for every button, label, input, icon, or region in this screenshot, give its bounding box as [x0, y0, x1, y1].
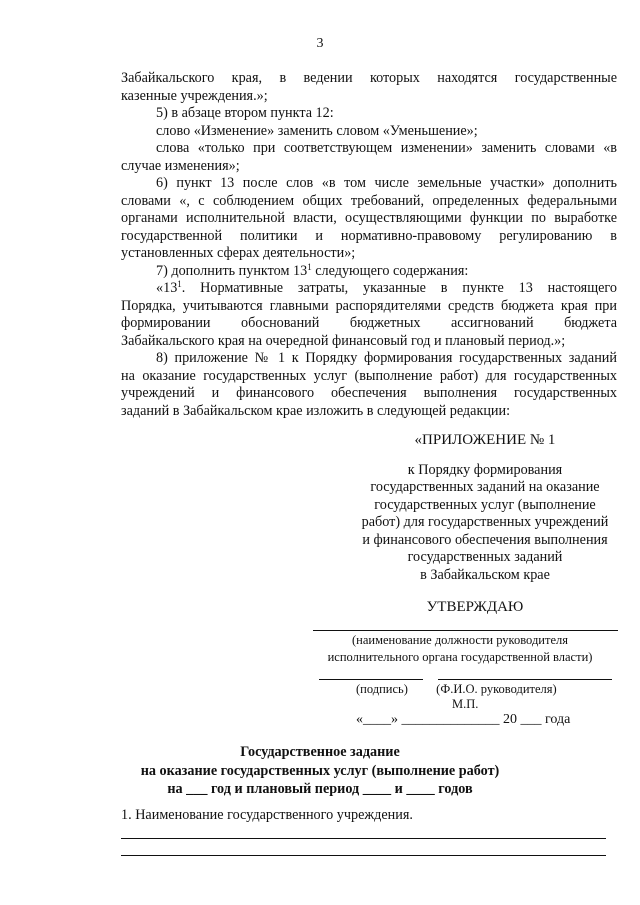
item-1-institution-name: 1. Наименование государственного учреждения.	[121, 807, 413, 823]
text-line: слово «Изменение» заменить словом «Уменьшение»;	[156, 122, 478, 139]
text-line: Забайкальского края на очередной финансовый год и плановый период.»;	[121, 332, 566, 349]
appendix-line: государственных заданий на оказание	[370, 479, 600, 495]
position-hint-2: исполнительного органа государственной власти)	[327, 650, 593, 664]
task-title-line-2: на оказание государственных услуг (выполнение работ)	[140, 762, 500, 779]
text-line: Забайкальского края, в ведении которых находятся государственные	[121, 70, 617, 86]
text-line: Порядка, учитываются главными распорядителями средств бюджета края при	[121, 297, 617, 314]
text-line: 6) пункт 13 после слов «в том числе земельные участки» дополнить	[156, 175, 617, 191]
institution-line-1	[121, 838, 606, 839]
institution-line-2	[121, 855, 606, 856]
appendix-line: к Порядку формирования	[407, 461, 563, 478]
text-line: 5) в абзаце втором пункта 12:	[156, 105, 334, 121]
appendix-line: работ) для государственных учреждений	[361, 514, 609, 530]
text-line: заданий в Забайкальском крае изложить в следующей редакции:	[121, 402, 511, 419]
text-line: учреждений и финансового обеспечения выполнения государственных	[121, 385, 617, 401]
appendix-line: в Забайкальском крае	[420, 566, 550, 583]
text-line: государственной политики и нормативно-правовому регулированию в	[121, 227, 617, 244]
position-hint-1: (наименование должности руководителя	[352, 633, 568, 647]
stamp-label: М.П.	[452, 697, 479, 711]
approval-date: «____» ______________ 20 ___ года	[356, 712, 571, 727]
appendix-title: «ПРИЛОЖЕНИЕ № 1	[414, 432, 556, 448]
document-body	[121, 70, 617, 420]
name-hint: (Ф.И.О. руководителя)	[436, 682, 557, 696]
text-line: казенные учреждения.»;	[121, 87, 268, 104]
appendix-header	[340, 432, 630, 584]
page-number: 3	[316, 36, 324, 51]
appendix-line: государственных услуг (выполнение	[374, 496, 596, 513]
text-line: словами «, с соблюдением общих требований, определенных федеральными	[121, 192, 617, 209]
text-line: формировании обоснований бюджетных ассигнований бюджета	[121, 315, 617, 331]
appendix-line: и финансового обеспечения выполнения	[362, 531, 608, 548]
signature-hints	[356, 682, 557, 697]
name-line	[438, 679, 612, 680]
text-line: слова «только при соответствующем изменении» заменить словами «в	[156, 140, 617, 156]
task-title-line-3: на ___ год и плановый период ____ и ____ годов	[167, 781, 473, 797]
text-line: 8) приложение № 1 к Порядку формирования государственных заданий	[156, 350, 617, 366]
text-line: случае изменения»;	[121, 157, 240, 174]
item-7-paragraph: 7) дополнить пунктом $13^1$ следующего содержания:	[156, 261, 469, 279]
text-line: установленных сферах деятельности»;	[121, 245, 356, 261]
appendix-line: государственных заданий	[407, 549, 563, 565]
signature-hint: (подпись)	[356, 682, 408, 696]
approval-title: УТВЕРЖДАЮ	[426, 599, 524, 615]
text-line: на оказание государственных услуг (выполнение работ) для государственных	[121, 367, 617, 384]
position-line	[313, 630, 618, 631]
signature-line	[319, 679, 423, 680]
task-title	[0, 743, 640, 799]
item-13-1-paragraph: «$13^1$. Нормативные затраты, указанные в пункте 13 настоящего	[156, 279, 617, 296]
task-title-line-1: Государственное задание	[240, 744, 400, 760]
text-line: органами исполнительной власти, осуществляющими функции по выработке	[121, 210, 617, 226]
